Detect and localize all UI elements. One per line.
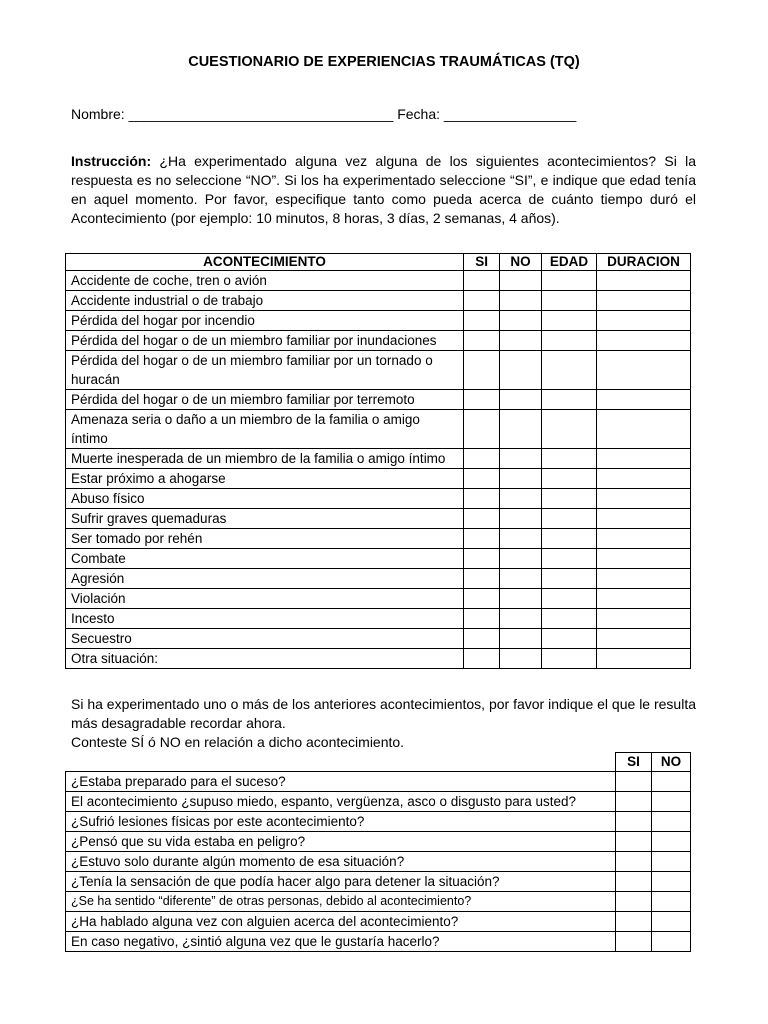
edad-cell[interactable] xyxy=(542,589,597,609)
edad-cell[interactable] xyxy=(542,649,597,669)
no-cell[interactable] xyxy=(652,872,691,892)
event-row xyxy=(66,529,691,549)
event-row xyxy=(66,649,691,669)
no-cell[interactable] xyxy=(500,331,542,351)
no-cell[interactable] xyxy=(500,311,542,331)
si-cell[interactable] xyxy=(616,812,652,832)
no-cell[interactable] xyxy=(500,649,542,669)
header-event: ACONTECIMIENTO xyxy=(66,254,464,271)
duracion-cell[interactable] xyxy=(597,410,691,449)
duracion-cell[interactable] xyxy=(597,529,691,549)
no-cell[interactable] xyxy=(500,351,542,390)
si-cell[interactable] xyxy=(464,291,500,311)
event-row xyxy=(66,589,691,609)
no-cell[interactable] xyxy=(500,529,542,549)
si-cell[interactable] xyxy=(464,351,500,390)
edad-cell[interactable] xyxy=(542,489,597,509)
duracion-cell[interactable] xyxy=(597,351,691,390)
si-cell[interactable] xyxy=(464,529,500,549)
follow-up-line-2: Conteste SÍ ó NO en relación a dicho acontecimiento. xyxy=(71,734,405,750)
no-cell[interactable] xyxy=(500,271,542,291)
no-cell[interactable] xyxy=(652,812,691,832)
question-row xyxy=(66,832,691,852)
si-cell[interactable] xyxy=(464,331,500,351)
si-cell[interactable] xyxy=(464,569,500,589)
duracion-cell[interactable] xyxy=(597,549,691,569)
edad-cell[interactable] xyxy=(542,291,597,311)
si-cell[interactable] xyxy=(616,832,652,852)
no-cell[interactable] xyxy=(500,569,542,589)
events-table xyxy=(65,253,691,669)
header-edad: EDAD xyxy=(542,254,597,271)
si-cell[interactable] xyxy=(464,410,500,449)
event-row xyxy=(66,271,691,291)
si-cell[interactable] xyxy=(464,549,500,569)
si-cell[interactable] xyxy=(464,311,500,331)
event-row xyxy=(66,331,691,351)
no-cell[interactable] xyxy=(500,449,542,469)
no-cell[interactable] xyxy=(652,932,691,952)
question-label: ¿Ha hablado alguna vez con alguien acerca del acontecimiento? xyxy=(66,912,616,932)
duracion-cell[interactable] xyxy=(597,649,691,669)
no-cell[interactable] xyxy=(652,912,691,932)
questions-table xyxy=(65,752,691,952)
no-cell[interactable] xyxy=(500,589,542,609)
question-row xyxy=(66,852,691,872)
duracion-cell[interactable] xyxy=(597,390,691,410)
question-row xyxy=(66,912,691,932)
event-row xyxy=(66,549,691,569)
questions-table-header xyxy=(66,753,691,772)
events-table-header xyxy=(66,254,691,271)
event-label: Accidente industrial o de trabajo xyxy=(66,291,464,311)
event-label: Otra situación: xyxy=(66,649,464,669)
si-cell[interactable] xyxy=(464,649,500,669)
si-cell[interactable] xyxy=(464,489,500,509)
si-cell[interactable] xyxy=(616,932,652,952)
edad-cell[interactable] xyxy=(542,271,597,291)
instruction-label: Instrucción: xyxy=(71,153,152,169)
no-cell[interactable] xyxy=(652,892,691,912)
no-cell[interactable] xyxy=(652,772,691,792)
page-title: CUESTIONARIO DE EXPERIENCIAS TRAUMÁTICAS (TQ) xyxy=(188,54,580,70)
event-label: Violación xyxy=(66,589,464,609)
si-cell[interactable] xyxy=(464,469,500,489)
question-row xyxy=(66,792,691,812)
event-label: Agresión xyxy=(66,569,464,589)
event-label: Estar próximo a ahogarse xyxy=(66,469,464,489)
event-row xyxy=(66,509,691,529)
si-cell[interactable] xyxy=(616,852,652,872)
questions-table-body xyxy=(66,772,691,952)
si-cell[interactable] xyxy=(616,872,652,892)
event-label: Accidente de coche, tren o avión xyxy=(66,271,464,291)
edad-cell[interactable] xyxy=(542,390,597,410)
edad-cell[interactable] xyxy=(542,629,597,649)
event-row xyxy=(66,351,691,390)
event-label: Pérdida del hogar por incendio xyxy=(66,311,464,331)
header-no: NO xyxy=(652,753,691,772)
event-label: Pérdida del hogar o de un miembro familiar por inundaciones xyxy=(66,331,464,351)
si-cell[interactable] xyxy=(464,449,500,469)
no-cell[interactable] xyxy=(500,609,542,629)
duracion-cell[interactable] xyxy=(597,311,691,331)
no-cell[interactable] xyxy=(500,629,542,649)
event-label: Incesto xyxy=(66,609,464,629)
question-label: En caso negativo, ¿sintió alguna vez que le gustaría hacerlo? xyxy=(66,932,616,952)
instruction-text: ¿Ha experimentado alguna vez alguna de los siguientes acontecimientos? Si la respuesta es no seleccione “NO”. Si los ha experimentado seleccione “SI”, e indique que edad tenía en aquel momento. Por favor, especifique tanto como pueda acerca de cuánto tiempo duró el Acontecimiento (por ejemplo: 10 minutos, 8 horas, 3 días, 2 semanas, 4 años). xyxy=(71,153,696,226)
question-row xyxy=(66,892,691,912)
header-si: SI xyxy=(464,254,500,271)
question-row xyxy=(66,872,691,892)
event-label: Amenaza seria o daño a un miembro de la familia o amigo íntimo xyxy=(66,410,464,449)
event-row xyxy=(66,469,691,489)
duracion-cell[interactable] xyxy=(597,271,691,291)
edad-cell[interactable] xyxy=(542,529,597,549)
no-cell[interactable] xyxy=(500,509,542,529)
edad-cell[interactable] xyxy=(542,311,597,331)
header-blank xyxy=(66,753,616,772)
question-label: ¿Estuvo solo durante algún momento de esa situación? xyxy=(66,852,616,872)
no-cell[interactable] xyxy=(500,549,542,569)
event-row xyxy=(66,609,691,629)
si-cell[interactable] xyxy=(464,390,500,410)
header-no: NO xyxy=(500,254,542,271)
question-label: El acontecimiento ¿supuso miedo, espanto, vergüenza, asco o disgusto para usted? xyxy=(66,792,616,812)
no-cell[interactable] xyxy=(500,489,542,509)
duracion-cell[interactable] xyxy=(597,449,691,469)
question-label: ¿Tenía la sensación de que podía hacer algo para detener la situación? xyxy=(66,872,616,892)
no-cell[interactable] xyxy=(652,832,691,852)
question-row xyxy=(66,812,691,832)
edad-cell[interactable] xyxy=(542,410,597,449)
no-cell[interactable] xyxy=(652,852,691,872)
event-label: Abuso físico xyxy=(66,489,464,509)
edad-cell[interactable] xyxy=(542,351,597,390)
question-row xyxy=(66,772,691,792)
event-row xyxy=(66,311,691,331)
duracion-cell[interactable] xyxy=(597,291,691,311)
no-cell[interactable] xyxy=(500,390,542,410)
event-label: Combate xyxy=(66,549,464,569)
event-label: Pérdida del hogar o de un miembro familiar por un tornado o huracán xyxy=(66,351,464,390)
edad-cell[interactable] xyxy=(542,549,597,569)
event-row xyxy=(66,569,691,589)
no-cell[interactable] xyxy=(652,792,691,812)
event-row xyxy=(66,410,691,449)
duracion-cell[interactable] xyxy=(597,569,691,589)
header-si: SI xyxy=(616,753,652,772)
question-label: ¿Pensó que su vida estaba en peligro? xyxy=(66,832,616,852)
instruction-paragraph xyxy=(71,152,696,228)
si-cell[interactable] xyxy=(616,892,652,912)
event-label: Pérdida del hogar o de un miembro familiar por terremoto xyxy=(66,390,464,410)
event-label: Secuestro xyxy=(66,629,464,649)
si-cell[interactable] xyxy=(616,912,652,932)
question-label: ¿Se ha sentido “diferente” de otras personas, debido al acontecimiento? xyxy=(66,892,616,912)
question-label: ¿Estaba preparado para el suceso? xyxy=(66,772,616,792)
duracion-cell[interactable] xyxy=(597,469,691,489)
event-label: Muerte inesperada de un miembro de la familia o amigo íntimo xyxy=(66,449,464,469)
si-cell[interactable] xyxy=(464,509,500,529)
duracion-cell[interactable] xyxy=(597,509,691,529)
no-cell[interactable] xyxy=(500,469,542,489)
question-row xyxy=(66,932,691,952)
edad-cell[interactable] xyxy=(542,509,597,529)
duracion-cell[interactable] xyxy=(597,489,691,509)
edad-cell[interactable] xyxy=(542,569,597,589)
edad-cell[interactable] xyxy=(542,331,597,351)
edad-cell[interactable] xyxy=(542,449,597,469)
si-cell[interactable] xyxy=(616,792,652,812)
si-cell[interactable] xyxy=(464,271,500,291)
event-row xyxy=(66,449,691,469)
event-row xyxy=(66,489,691,509)
question-label: ¿Sufrió lesiones físicas por este acontecimiento? xyxy=(66,812,616,832)
duracion-cell[interactable] xyxy=(597,331,691,351)
si-cell[interactable] xyxy=(464,589,500,609)
event-row xyxy=(66,291,691,311)
events-table-body xyxy=(66,271,691,669)
edad-cell[interactable] xyxy=(542,469,597,489)
follow-up-line-1: Si ha experimentado uno o más de los anteriores acontecimientos, por favor indique el que le resulta más desagradable recordar ahora. xyxy=(71,696,696,731)
event-label: Ser tomado por rehén xyxy=(66,529,464,549)
no-cell[interactable] xyxy=(500,291,542,311)
name-date-line: Nombre: __________________________________ Fecha: _________________ xyxy=(71,106,577,122)
event-row xyxy=(66,629,691,649)
event-row xyxy=(66,390,691,410)
edad-cell[interactable] xyxy=(542,609,597,629)
header-duracion: DURACION xyxy=(597,254,691,271)
no-cell[interactable] xyxy=(500,410,542,449)
duracion-cell[interactable] xyxy=(597,609,691,629)
si-cell[interactable] xyxy=(616,772,652,792)
event-label: Sufrir graves quemaduras xyxy=(66,509,464,529)
duracion-cell[interactable] xyxy=(597,629,691,649)
si-cell[interactable] xyxy=(464,629,500,649)
si-cell[interactable] xyxy=(464,609,500,629)
duracion-cell[interactable] xyxy=(597,589,691,609)
follow-up-instructions xyxy=(71,695,696,752)
